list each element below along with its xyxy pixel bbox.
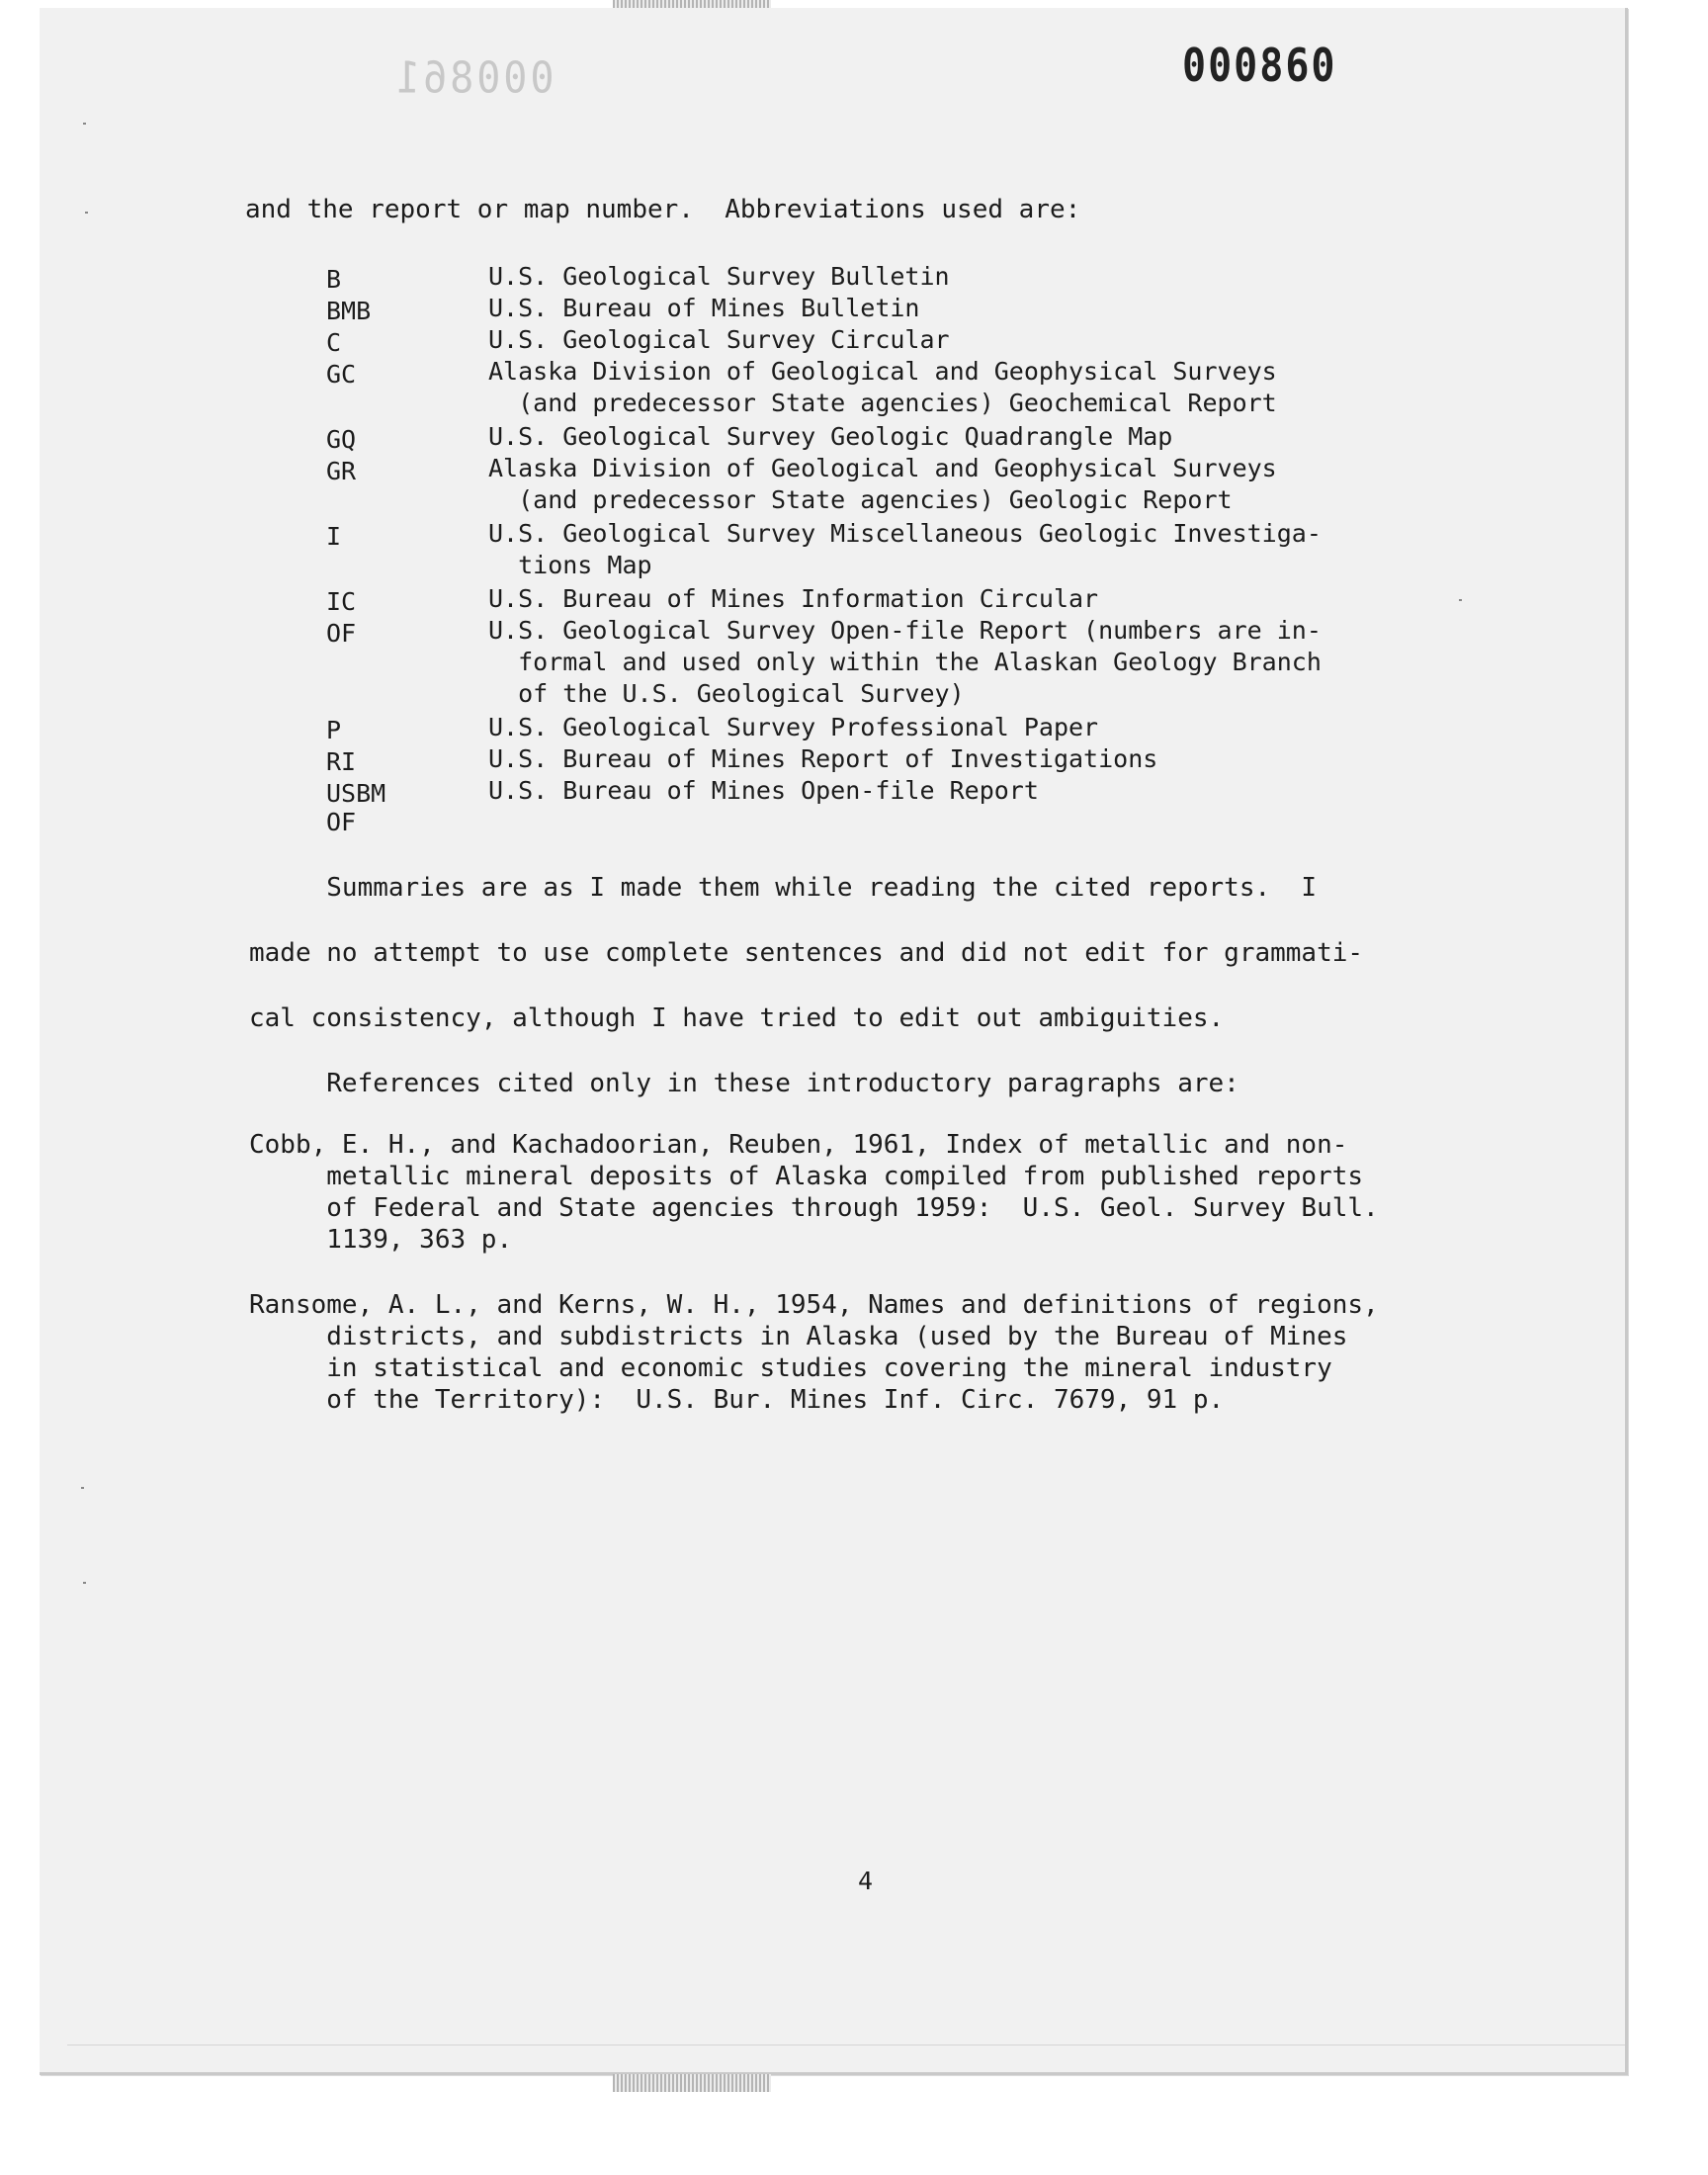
abbr-code: GC (326, 360, 357, 389)
abbr-definition: Alaska Division of Geological and Geophysical Surveys (and predecessor State agencies) Geologic Report (488, 454, 1277, 514)
abbr-code: BMB (326, 297, 372, 325)
scan-speck (1459, 599, 1462, 601)
abbr-definition: U.S. Geological Survey Bulletin (488, 262, 950, 291)
reference-entry: Ransome, A. L., and Kerns, W. H., 1954, Names and definitions of regions, districts, and subdistricts in Alaska (used by the Bureau of Mines in statistical and economic studies covering the mineral industry of the Territory): U.S. Bur. Mines Inf. Circ. 7679, 91 p. (249, 1290, 1379, 1415)
abbr-definition: U.S. Bureau of Mines Bulletin (488, 294, 920, 322)
abbr-code: GQ (326, 425, 357, 454)
abbr-definition: U.S. Geological Survey Geologic Quadrangle Map (488, 422, 1173, 451)
ghost-page-stamp: 000861 (393, 52, 555, 104)
scan-edge-marks-top (613, 0, 771, 8)
scan-speck (81, 1487, 84, 1489)
abbr-code: GR (326, 457, 357, 485)
abbr-code: OF (326, 619, 357, 648)
abbr-definition: U.S. Geological Survey Open-file Report (numbers are in- formal and used only within the Alaskan Geology Branch of the U.S. Geological Survey) (488, 616, 1322, 708)
abbr-definition: U.S. Bureau of Mines Report of Investigations (488, 744, 1158, 773)
abbr-code: I (326, 522, 342, 551)
summary-line-2: made no attempt to use complete sentences and did not edit for grammati- (249, 938, 1364, 968)
scan-edge-marks-bottom (613, 2074, 771, 2092)
summary-line-3: cal consistency, although I have tried to edit out ambiguities. (249, 1003, 1225, 1033)
scan-speck (83, 1582, 86, 1584)
reference-entry: Cobb, E. H., and Kachadoorian, Reuben, 1961, Index of metallic and non- metallic mineral deposits of Alaska compiled from published reports of Federal and State agencies through 1959: U.S. Geol. Survey Bull. 1139, 363 p. (249, 1130, 1379, 1255)
abbr-code: RI (326, 747, 357, 776)
abbr-definition: U.S. Geological Survey Miscellaneous Geologic Investiga- tions Map (488, 519, 1322, 579)
page-number: 4 (858, 1867, 874, 1895)
scan-speck (83, 123, 86, 125)
abbr-definition: U.S. Bureau of Mines Open-file Report (488, 776, 1039, 805)
abbr-code: B (326, 265, 342, 294)
references-intro: References cited only in these introductory paragraphs are: (249, 1069, 1239, 1098)
intro-line: and the report or map number. Abbreviations used are: (245, 195, 1081, 224)
page-stamp-number: 000860 (1182, 40, 1337, 93)
abbr-definition: Alaska Division of Geological and Geophysical Surveys (and predecessor State agencies) Geochemical Report (488, 357, 1277, 417)
abbr-code: C (326, 328, 342, 357)
abbr-code: IC (326, 587, 357, 616)
abbr-code: P (326, 716, 342, 744)
page-inner-edge (67, 2044, 1625, 2045)
summary-line-1: Summaries are as I made them while reading the cited reports. I (249, 873, 1318, 903)
abbr-definition: U.S. Geological Survey Circular (488, 325, 950, 354)
scan-speck (85, 212, 88, 214)
abbr-code: USBM OF (326, 779, 386, 836)
abbr-definition: U.S. Geological Survey Professional Paper (488, 713, 1099, 741)
abbr-definition: U.S. Bureau of Mines Information Circular (488, 584, 1099, 613)
